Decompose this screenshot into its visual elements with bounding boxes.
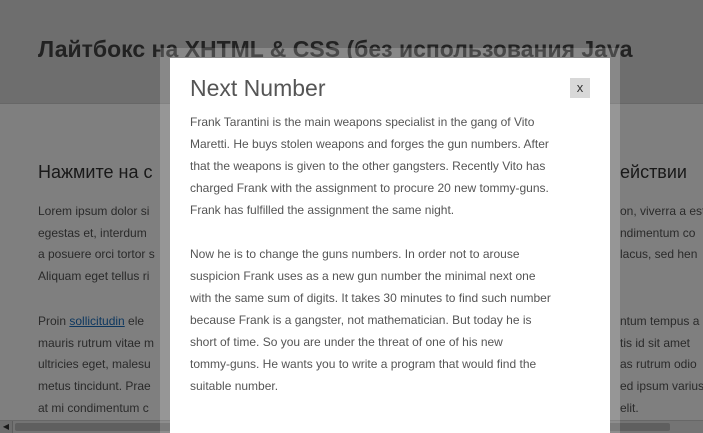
text-line: Frank has fulfilled the assignment the same night. — [190, 203, 455, 217]
lightbox-paragraph-1 — [190, 111, 600, 221]
text-line: Frank Tarantini is the main weapons specialist in the gang of Vito — [190, 115, 535, 129]
text-line: suitable number. — [190, 379, 279, 393]
text-line: because Frank is a gangster, not mathematician. But today he is — [190, 313, 532, 327]
lightbox-paragraph-2 — [190, 243, 600, 397]
text-line: tommy-guns. He wants you to write a program that would find the — [190, 357, 537, 371]
text-line: suspicion Frank uses as a new gun number the minimal next one — [190, 269, 536, 283]
text-line: Now he is to change the guns numbers. In order not to arouse — [190, 247, 520, 261]
close-button[interactable]: x — [570, 78, 590, 98]
lightbox-title: Next Number — [190, 75, 326, 101]
text-line: with the same sum of digits. It takes 30 minutes to find such number — [190, 291, 551, 305]
text-line: charged Frank with the assignment to procure 20 new tommy-guns. — [190, 181, 549, 195]
text-line: short of time. So you are under the threat of one of his new — [190, 335, 503, 349]
lightbox-dialog — [170, 58, 610, 433]
text-line: Maretti. He buys stolen weapons and forges the gun numbers. After — [190, 137, 549, 151]
text-line: that the weapons is given to the other gangsters. Recently Vito has — [190, 159, 546, 173]
